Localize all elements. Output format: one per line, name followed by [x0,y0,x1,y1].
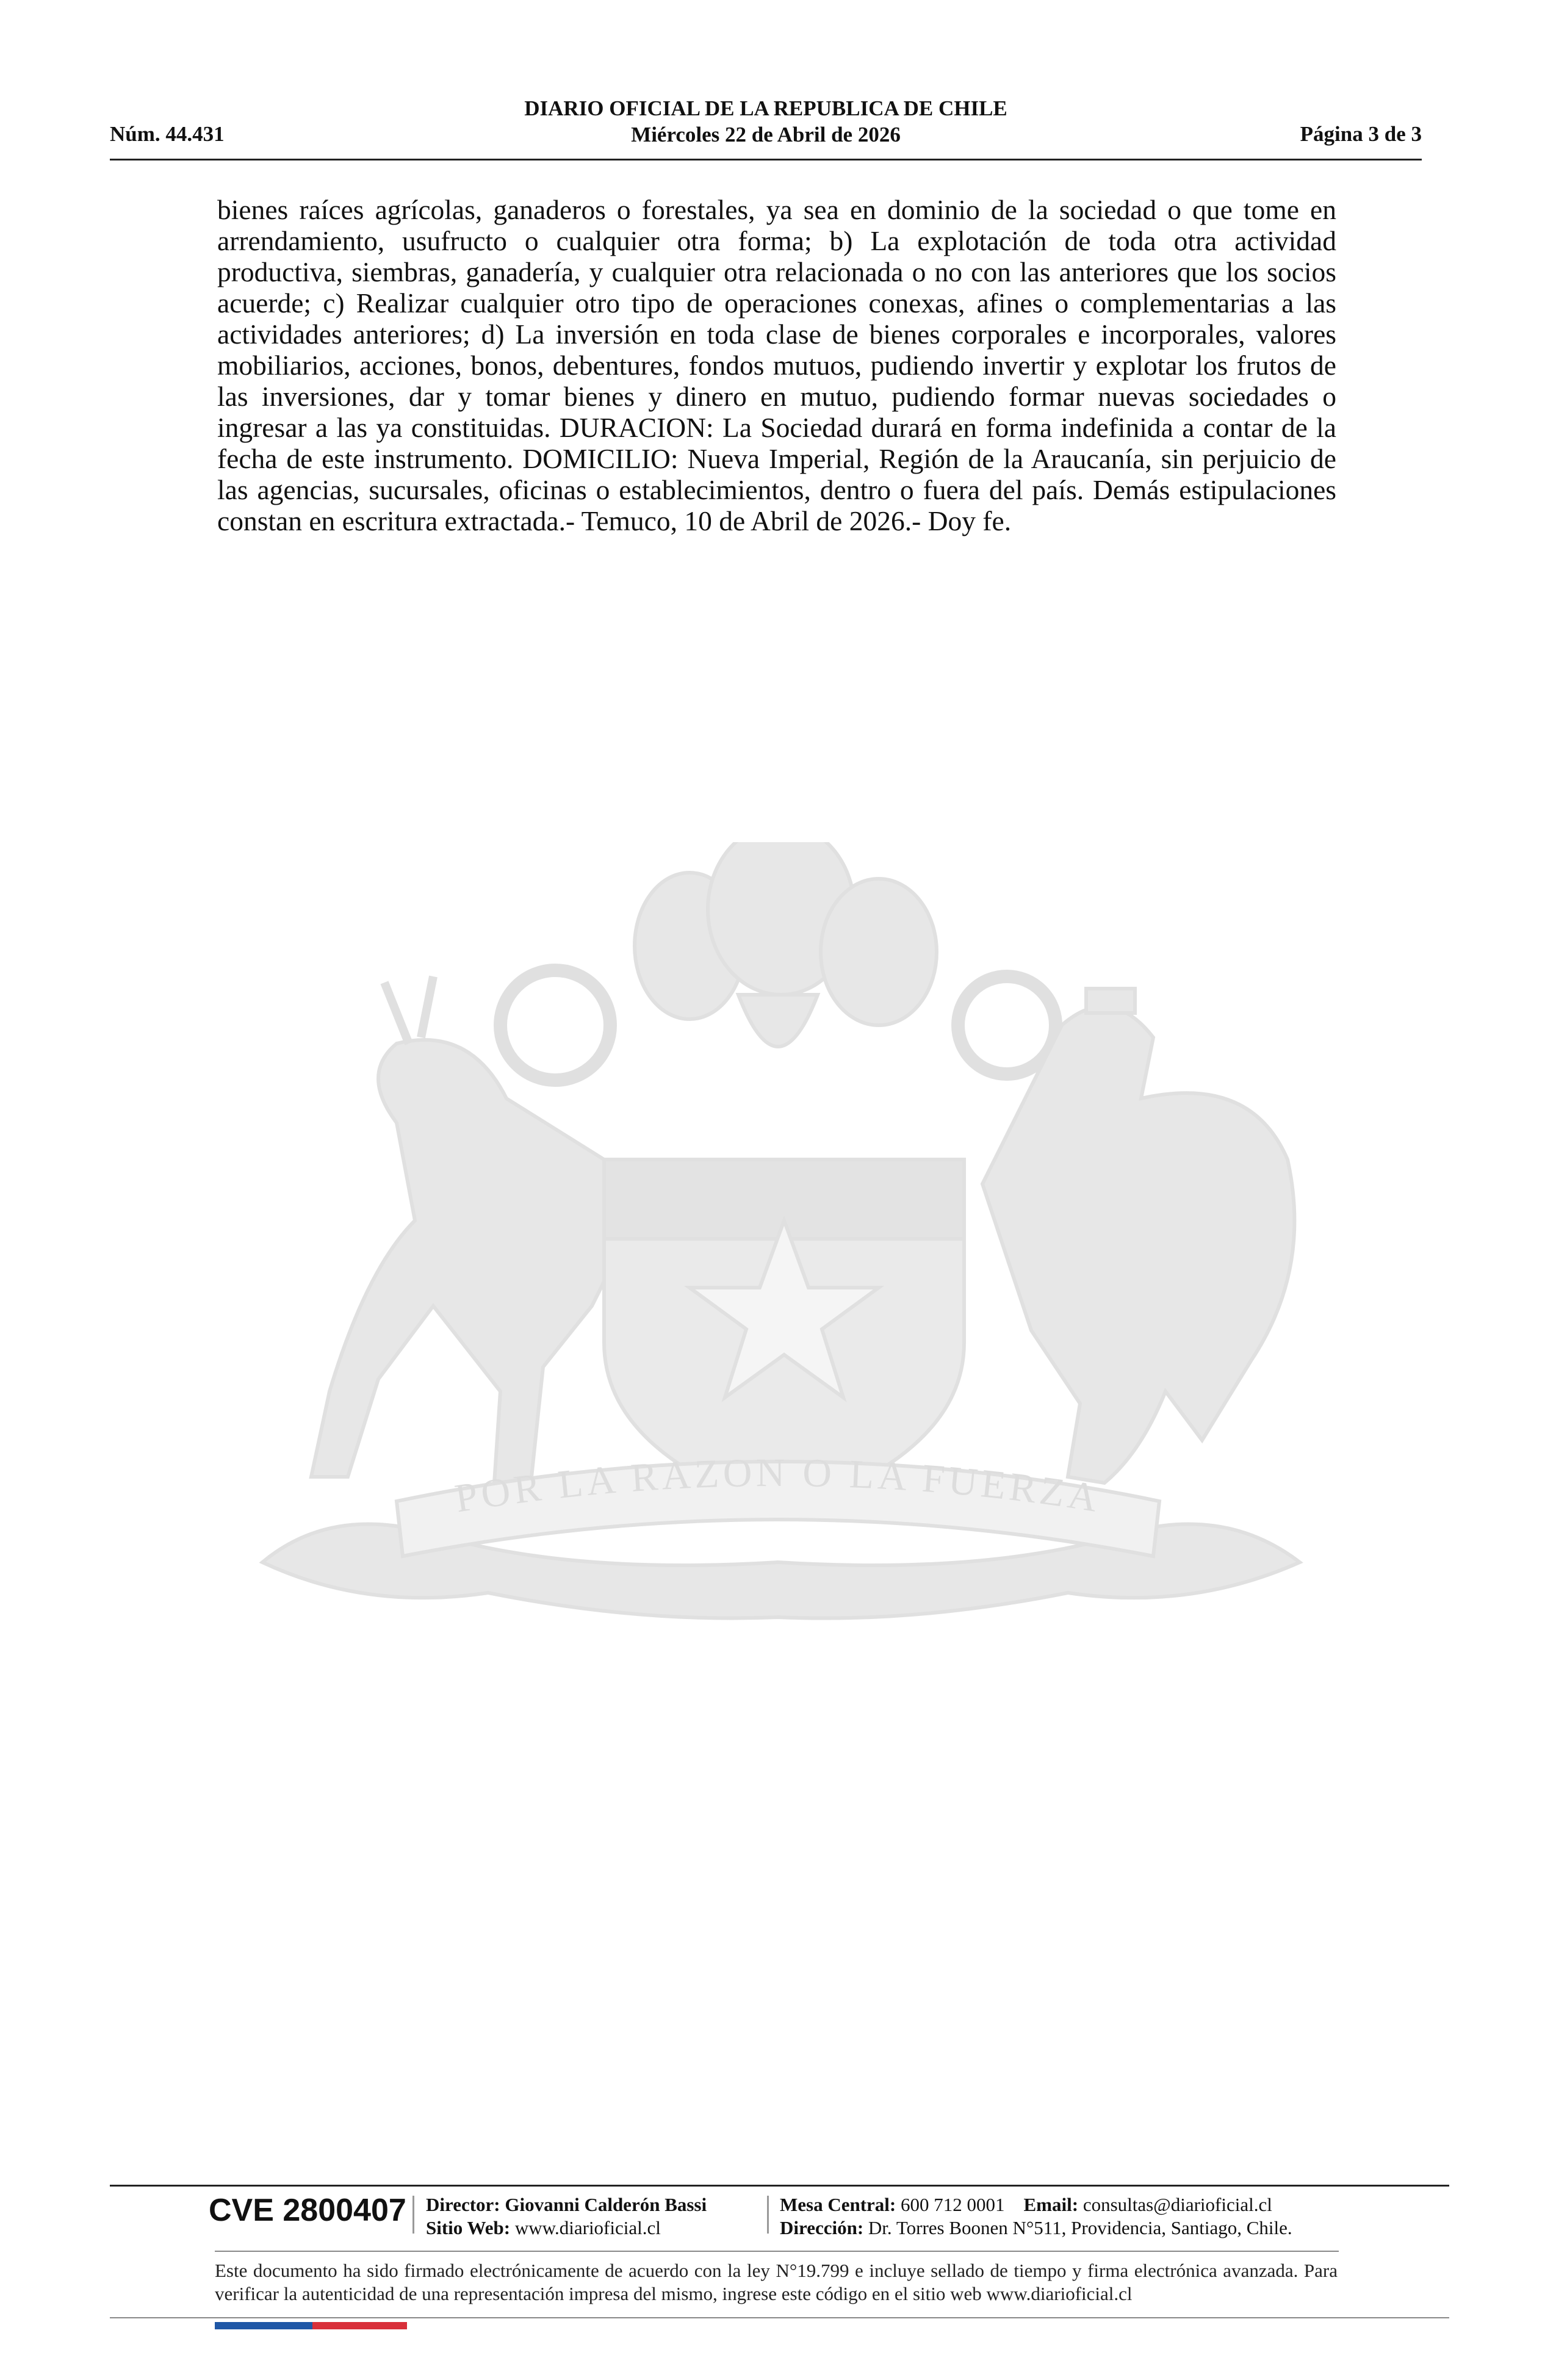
phone-label: Mesa Central: [780,2194,896,2215]
footer-contact-block [780,2193,1292,2240]
body-paragraph: bienes raíces agrícolas, ganaderos o forestales, ya sea en dominio de la sociedad o que tome en arrendamiento, usufructo o cualquier otra forma; b) La explotación de toda otra actividad productiva, siembras, ganadería, y cualquier otra relacionada o no con las anteriores que los socios acuerde; c) Realizar cualquier otro tipo de operaciones conexas, afines o complementarias a las actividades anteriores; d) La inversión en toda clase de bienes corporales e incorporales, valores mobiliarios, acciones, bonos, debentures, fondos mutuos, pudiendo invertir y explotar los frutos de las inversiones, dar y tomar bienes y dinero en mutuo, pudiendo formar nuevas sociedades o ingresar a las ya constituidas. DURACION: La Sociedad durará en forma indefinida a contar de la fecha de este instrumento. DOMICILIO: Nueva Imperial, Región de la Araucanía, sin perjuicio de las agencias, sucursales, oficinas o establecimientos, dentro o fuera del país. Demás estipulaciones constan en escritura extractada.- Temuco, 10 de Abril de 2026.- Doy fe. [217,194,1336,536]
motto-text: POR LA RAZON O LA FUERZA [452,1450,1104,1521]
address-label: Dirección: [780,2217,864,2238]
coat-of-arms-watermark [214,842,1342,1672]
legal-notice: Este documento ha sido firmado electrónicamente de acuerdo con la ley N°19.799 e incluye sellado de tiempo y firma electrónica avanzada. Para verificar la autenticidad de una representación impresa del mismo, ingrese este código en el sitio web www.diarioficial.cl [215,2260,1338,2304]
web-link[interactable]: www.diarioficial.cl [514,2217,661,2238]
flag-stripe-red [312,2322,407,2329]
director-name: Giovanni Calderón Bassi [505,2194,707,2215]
flag-stripe-blue [215,2322,312,2329]
issue-number: Núm. 44.431 [110,122,225,146]
newspaper-title: DIARIO OFICIAL DE LA REPUBLICA DE CHILE [524,96,1007,120]
footer-director-block [426,2193,707,2240]
footer-separator [767,2196,769,2234]
director-label: Director: [426,2194,500,2215]
phone-value: 600 712 0001 [901,2194,1005,2215]
address-value: Dr. Torres Boonen N°511, Providencia, Santiago, Chile. [868,2217,1292,2238]
footer-bottom-rule [110,2317,1449,2318]
web-label: Sitio Web: [426,2217,511,2238]
footer-separator [412,2196,414,2234]
footer-inner-rule [215,2251,1339,2252]
page-number: Página 3 de 3 [1300,122,1422,146]
issue-date: Miércoles 22 de Abril de 2026 [631,123,901,146]
header-center [110,95,1422,148]
email-link[interactable]: consultas@diarioficial.cl [1082,2194,1272,2215]
page-header [110,92,1422,160]
footer-top-rule [110,2185,1449,2187]
cve-code: CVE 2800407 [209,2193,406,2228]
email-label: Email: [1023,2194,1079,2215]
